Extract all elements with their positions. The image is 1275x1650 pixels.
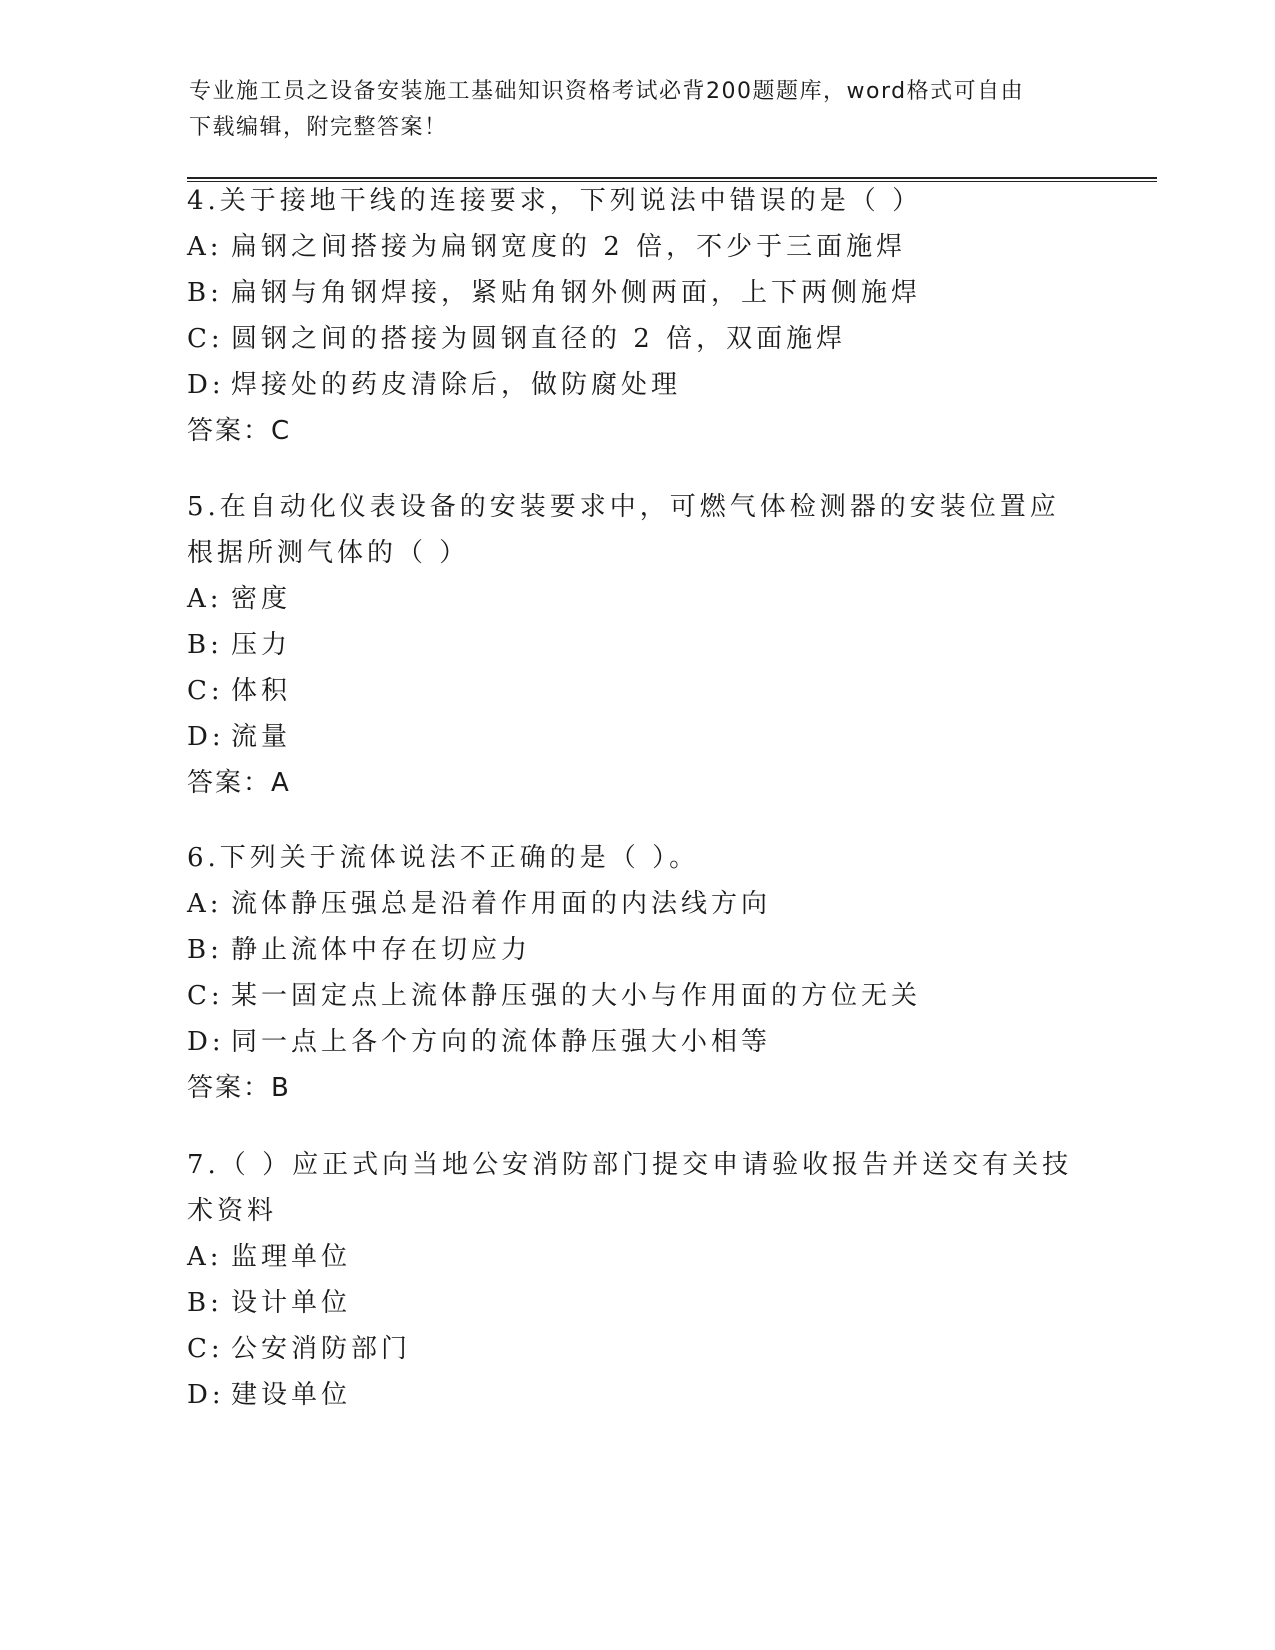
question-5 xyxy=(187,484,1087,806)
option-text: 流量 xyxy=(231,722,292,752)
option-letter: B: xyxy=(187,630,223,660)
option-letter: A: xyxy=(187,889,223,919)
answer: 答案：A xyxy=(187,768,291,798)
option-b xyxy=(187,927,1087,973)
option-letter: C: xyxy=(187,981,224,1011)
option-d xyxy=(187,362,1087,408)
question-stem: 6.下列关于流体说法不正确的是（ ）。 xyxy=(187,843,700,873)
option-letter: B: xyxy=(187,935,223,965)
option-d xyxy=(187,1019,1087,1065)
option-letter: B: xyxy=(187,278,223,308)
option-text: 建设单位 xyxy=(231,1380,352,1410)
option-text: 扁钢之间搭接为扁钢宽度的 2 倍，不少于三面施焊 xyxy=(231,232,907,262)
option-b xyxy=(187,622,1087,668)
question-4 xyxy=(187,178,1087,454)
option-text: 密度 xyxy=(231,584,292,614)
option-text: 圆钢之间的搭接为圆钢直径的 2 倍，双面施焊 xyxy=(231,324,847,354)
question-stem: 7.（ ）应正式向当地公安消防部门提交申请验收报告并送交有关技术资料 xyxy=(187,1150,1073,1226)
question-stem: 4.关于接地干线的连接要求，下列说法中错误的是（ ） xyxy=(187,186,923,216)
option-a xyxy=(187,881,1087,927)
question-stem: 5.在自动化仪表设备的安装要求中，可燃气体检测器的安装位置应根据所测气体的（ ） xyxy=(187,492,1060,568)
option-text: 静止流体中存在切应力 xyxy=(231,935,532,965)
option-letter: D: xyxy=(187,722,225,752)
document-header xyxy=(189,74,1089,146)
question-6 xyxy=(187,835,1087,1111)
question-7 xyxy=(187,1142,1087,1418)
option-b xyxy=(187,1280,1087,1326)
option-c xyxy=(187,973,1087,1019)
option-text: 同一点上各个方向的流体静压强大小相等 xyxy=(231,1027,772,1057)
header-line-1: 专业施工员之设备安装施工基础知识资格考试必背200题题库，word格式可自由 xyxy=(189,79,1025,104)
option-letter: D: xyxy=(187,1380,225,1410)
option-letter: A: xyxy=(187,1242,223,1272)
option-text: 流体静压强总是沿着作用面的内法线方向 xyxy=(231,889,772,919)
option-c xyxy=(187,1326,1087,1372)
option-b xyxy=(187,270,1087,316)
option-a xyxy=(187,224,1087,270)
option-letter: A: xyxy=(187,584,223,614)
option-text: 体积 xyxy=(231,676,292,706)
option-text: 监理单位 xyxy=(231,1242,352,1272)
option-text: 某一固定点上流体静压强的大小与作用面的方位无关 xyxy=(231,981,922,1011)
header-line-2: 下载编辑，附完整答案！ xyxy=(189,115,448,140)
answer: 答案：B xyxy=(187,1073,291,1103)
option-text: 设计单位 xyxy=(231,1288,352,1318)
option-letter: D: xyxy=(187,370,225,400)
option-d xyxy=(187,1372,1087,1418)
option-letter: C: xyxy=(187,1334,224,1364)
option-a xyxy=(187,576,1087,622)
option-text: 扁钢与角钢焊接，紧贴角钢外侧两面，上下两侧施焊 xyxy=(231,278,922,308)
option-text: 焊接处的药皮清除后，做防腐处理 xyxy=(231,370,682,400)
option-letter: C: xyxy=(187,676,224,706)
option-d xyxy=(187,714,1087,760)
option-letter: B: xyxy=(187,1288,223,1318)
option-text: 公安消防部门 xyxy=(231,1334,412,1364)
option-text: 压力 xyxy=(231,630,292,660)
option-c xyxy=(187,668,1087,714)
option-a xyxy=(187,1234,1087,1280)
option-letter: A: xyxy=(187,232,223,262)
option-letter: D: xyxy=(187,1027,225,1057)
answer: 答案：C xyxy=(187,416,292,446)
option-c xyxy=(187,316,1087,362)
option-letter: C: xyxy=(187,324,224,354)
